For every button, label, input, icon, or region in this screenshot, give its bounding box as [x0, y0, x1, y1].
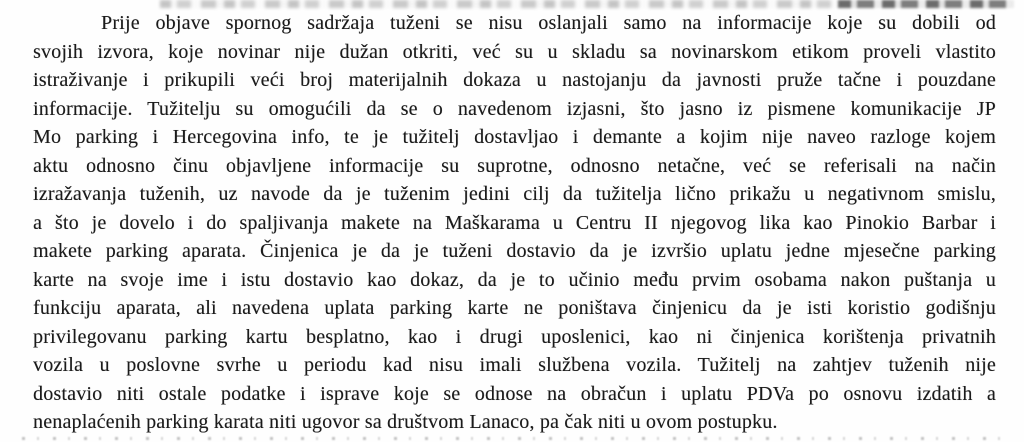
text-line: istraživanje i prikupili veći broj materijalnih dokaza u nastojanju da javnosti pruže tačne i pouzdane: [33, 69, 996, 91]
scan-artifact-cropped-line-top-right: [838, 0, 1014, 8]
text-line: svojih izvora, koje novinar nije dužan otkriti, već su u skladu sa novinarskom etikom proveli vlastito: [33, 40, 996, 63]
text-line: karte na svoje ime i istu dostavio kao dokaz, da je to učinio među prvim osobama nakon puštanja u: [33, 268, 996, 291]
text-line: vozila u poslovne svrhe u periodu kad nisu imali službena vozila. Tužitelj na zahtjev tuženih nije: [33, 354, 996, 376]
text-line: privilegovanu parking kartu besplatno, kao i drugi uposlenici, kao ni činjenica korištenja privatnih: [33, 325, 996, 348]
text-line: nenaplaćenih parking karata niti ugovor sa društvom Lanaco, pa čak niti u ovom postupku.: [33, 411, 778, 433]
text-line: dostavio niti ostale podatke i isprave koje se odnose na obračun i uplatu PDVa po osnovu izdatih a: [33, 382, 996, 405]
text-line: Prije objave spornog sadržaja tuženi se nisu oslanjali samo na informacije koje su dobili od: [101, 12, 996, 34]
text-line: funkciju aparata, ali navedena uplata parking karte ne poništava činjenicu da je isti koristio godišnju: [33, 297, 996, 319]
text-line: informacije. Tužitelju su omogućili da se o navedenom izjasni, što jasno iz pismene komunikacije JP: [33, 97, 996, 120]
text-line: makete parking aparata. Činjenica je da je tuženi dostavio da je izvršio uplatu jedne mjesečne parking: [33, 240, 996, 262]
scan-artifact-cropped-line-bottom: [22, 437, 1014, 440]
text-line: izražavanja tuženih, uz navode da je tuženim jedini cilj da tužitelja lično prikažu u negativnom smislu,: [33, 183, 996, 205]
text-line: aktu odnosno činu objavljene informacije su suprotne, odnosno netačne, već se referisali na način: [33, 154, 996, 177]
text-line: a što je dovelo i do spaljivanja makete na Maškarama u Centru II njegovog lika kao Pinokio Barbar i: [33, 211, 996, 234]
paragraph-body-text: [33, 9, 996, 437]
text-line: Mo parking i Hercegovina info, te je tužitelj dostavljao i demante a kojim nije naveo razloge kojem: [33, 126, 996, 148]
scan-artifact-cropped-line-top: [160, 0, 840, 8]
